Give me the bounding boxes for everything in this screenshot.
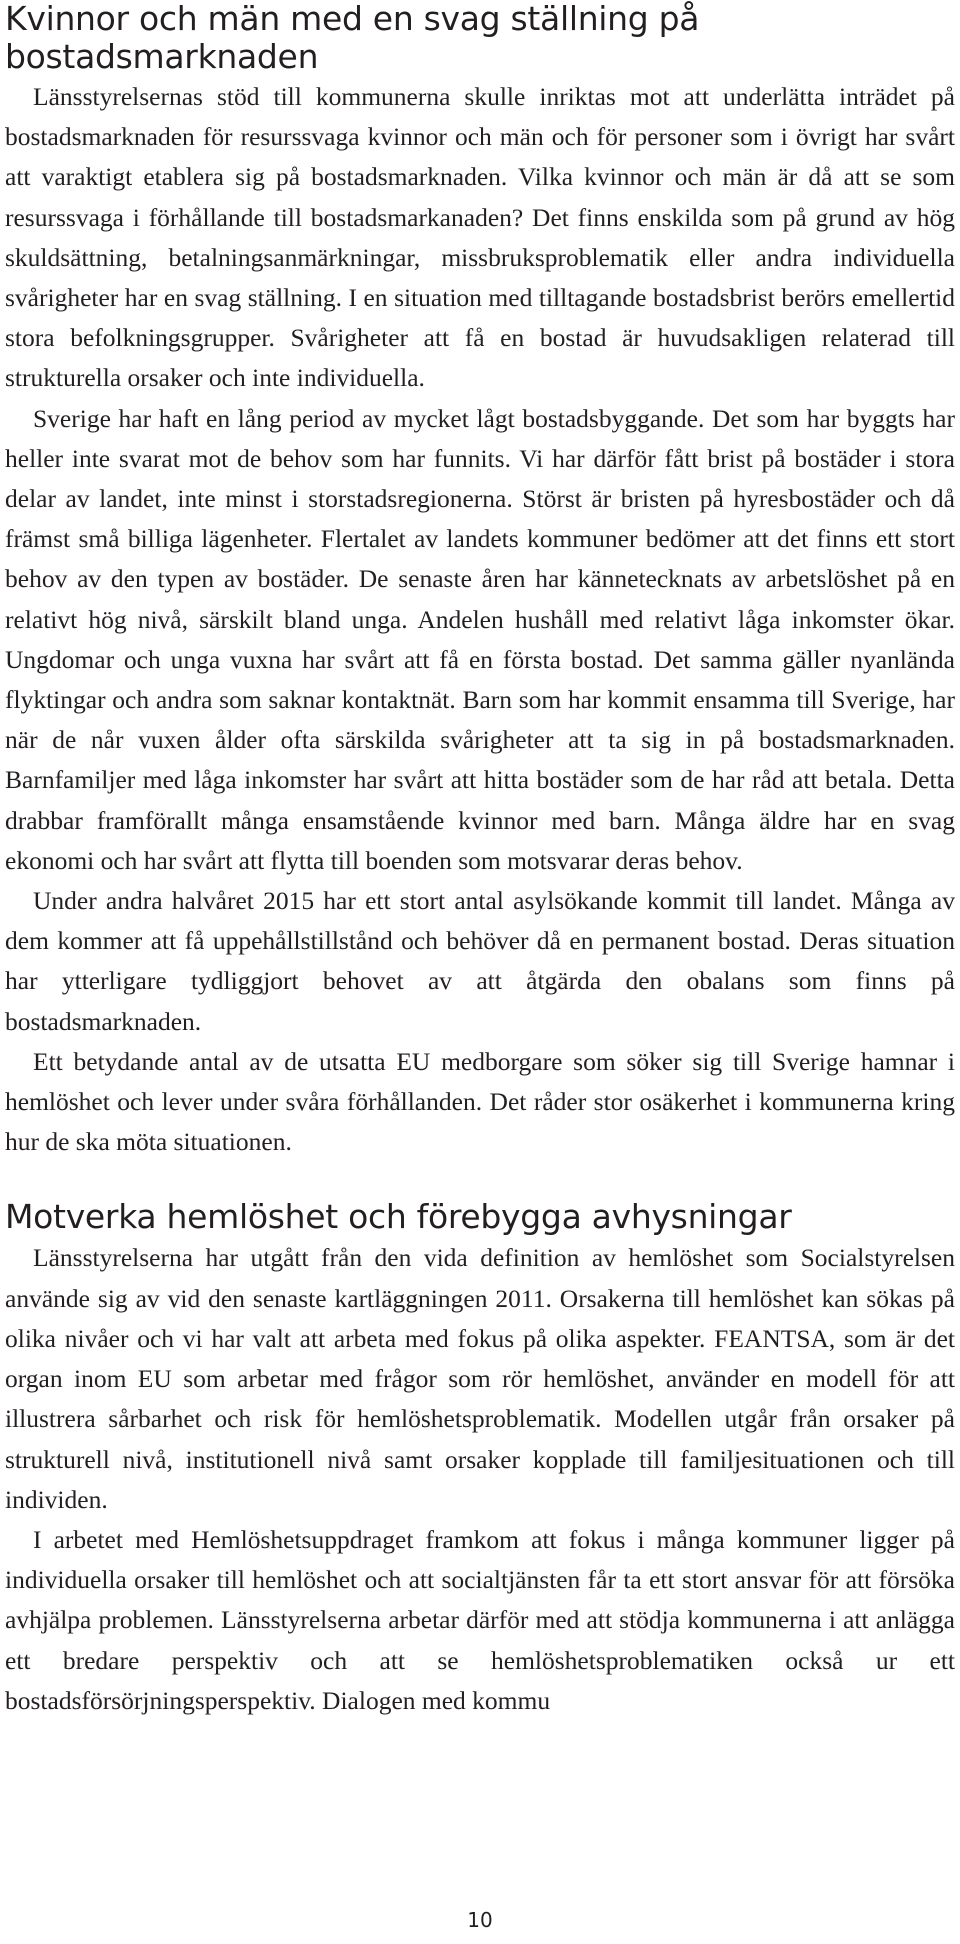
document-page (5, 0, 955, 1721)
body-paragraph: Under andra halvåret 2015 har ett stort antal asylsökande kommit till landet. Många av dem kommer att få uppehållstillstånd och behöver då en permanent bostad. Deras situation har ytterligare tydliggjort behovet av att åtgärda den obalans som finns på bostadsmarknaden. (5, 886, 955, 1036)
section-homelessness (5, 1198, 955, 1720)
body-paragraph: Länsstyrelserna har utgått från den vida definition av hemlöshet som Socialstyrelsen använde sig av vid den senaste kartläggningen 2011. Orsakerna till hemlöshet kan sökas på olika nivåer och vi har valt att arbeta med fokus på olika aspekter. FEANTSA, som är det organ inom EU som arbetar med frågor som rör hemlöshet, använder en modell för att illustrera sårbarhet och risk för hemlöshetsproblematik. Modellen utgår från orsaker på strukturell nivå, institutionell nivå samt orsaker kopplade till familjesituationen och till individen. (5, 1243, 955, 1514)
body-paragraph: Ett betydande antal av de utsatta EU medborgare som söker sig till Sverige hamnar i hemlöshet och lever under svåra förhållanden. Det råder stor osäkerhet i kommunerna kring hur de ska möta situationen. (5, 1046, 955, 1157)
body-paragraph: I arbetet med Hemlöshetsuppdraget framkom att fokus i många kommuner ligger på individuella orsaker till hemlöshet och att socialtjänsten får ta ett stort ansvar för att försöka avhjälpa problemen. Länsstyrelserna arbetar därför med att stödja kommunerna i att anlägga ett bredare perspektiv och att se hemlöshetsproblematiken också ur ett bostadsförsörjningsperspektiv. Dialogen med kommu (5, 1524, 955, 1715)
section-weak-position (5, 0, 955, 1162)
section-heading: Kvinnor och män med en svag ställning på bostadsmarknaden (5, 0, 700, 76)
section-heading: Motverka hemlöshet och förebygga avhysningar (5, 1197, 792, 1237)
body-paragraph: Länsstyrelsernas stöd till kommunerna skulle inriktas mot att underlätta inträdet på bostadsmarknaden för resurssvaga kvinnor och män och för personer som i övrigt har svårt att varaktigt etablera sig på bostadsmarknaden. Vilka kvinnor och män är då att se som resurssvaga i förhållande till bostadsmarkanaden? Det finns enskilda som på grund av hög skuldsättning, betalningsanmärkningar, missbruksproblematik eller andra individuella svårigheter har en svag ställning. I en situation med tilltagande bostadsbrist berörs emellertid stora befolkningsgrupper. Svårigheter att få en bostad är huvudsakligen relaterad till strukturella orsaker och inte individuella. (5, 82, 955, 393)
page-number: 10 (467, 1908, 493, 1932)
body-paragraph: Sverige har haft en lång period av mycket lågt bostadsbyggande. Det som har byggts har heller inte svarat mot de behov som har funnits. Vi har därför fått brist på bostäder i stora delar av landet, inte minst i storstadsregionerna. Störst är bristen på hyresbostäder och då främst små billiga lägenheter. Flertalet av landets kommuner bedömer att det finns ett stort behov av den typen av bostäder. De senaste åren har kännetecknats av arbetslöshet på en relativt hög nivå, särskilt bland unga. Andelen hushåll med relativt låga inkomster ökar. Ungdomar och unga vuxna har svårt att få en första bostad. Det samma gäller nyanlända flyktingar och andra som saknar kontaktnät. Barn som har kommit ensamma till Sverige, har när de når vuxen ålder ofta särskilda svårigheter att ta sig in på bostadsmarknaden. Barnfamiljer med låga inkomster har svårt att hitta bostäder som de har råd att betala. Detta drabbar framförallt många ensamstående kvinnor med barn. Många äldre har en svag ekonomi och har svårt att flytta till boenden som motsvarar deras behov. (5, 403, 955, 875)
